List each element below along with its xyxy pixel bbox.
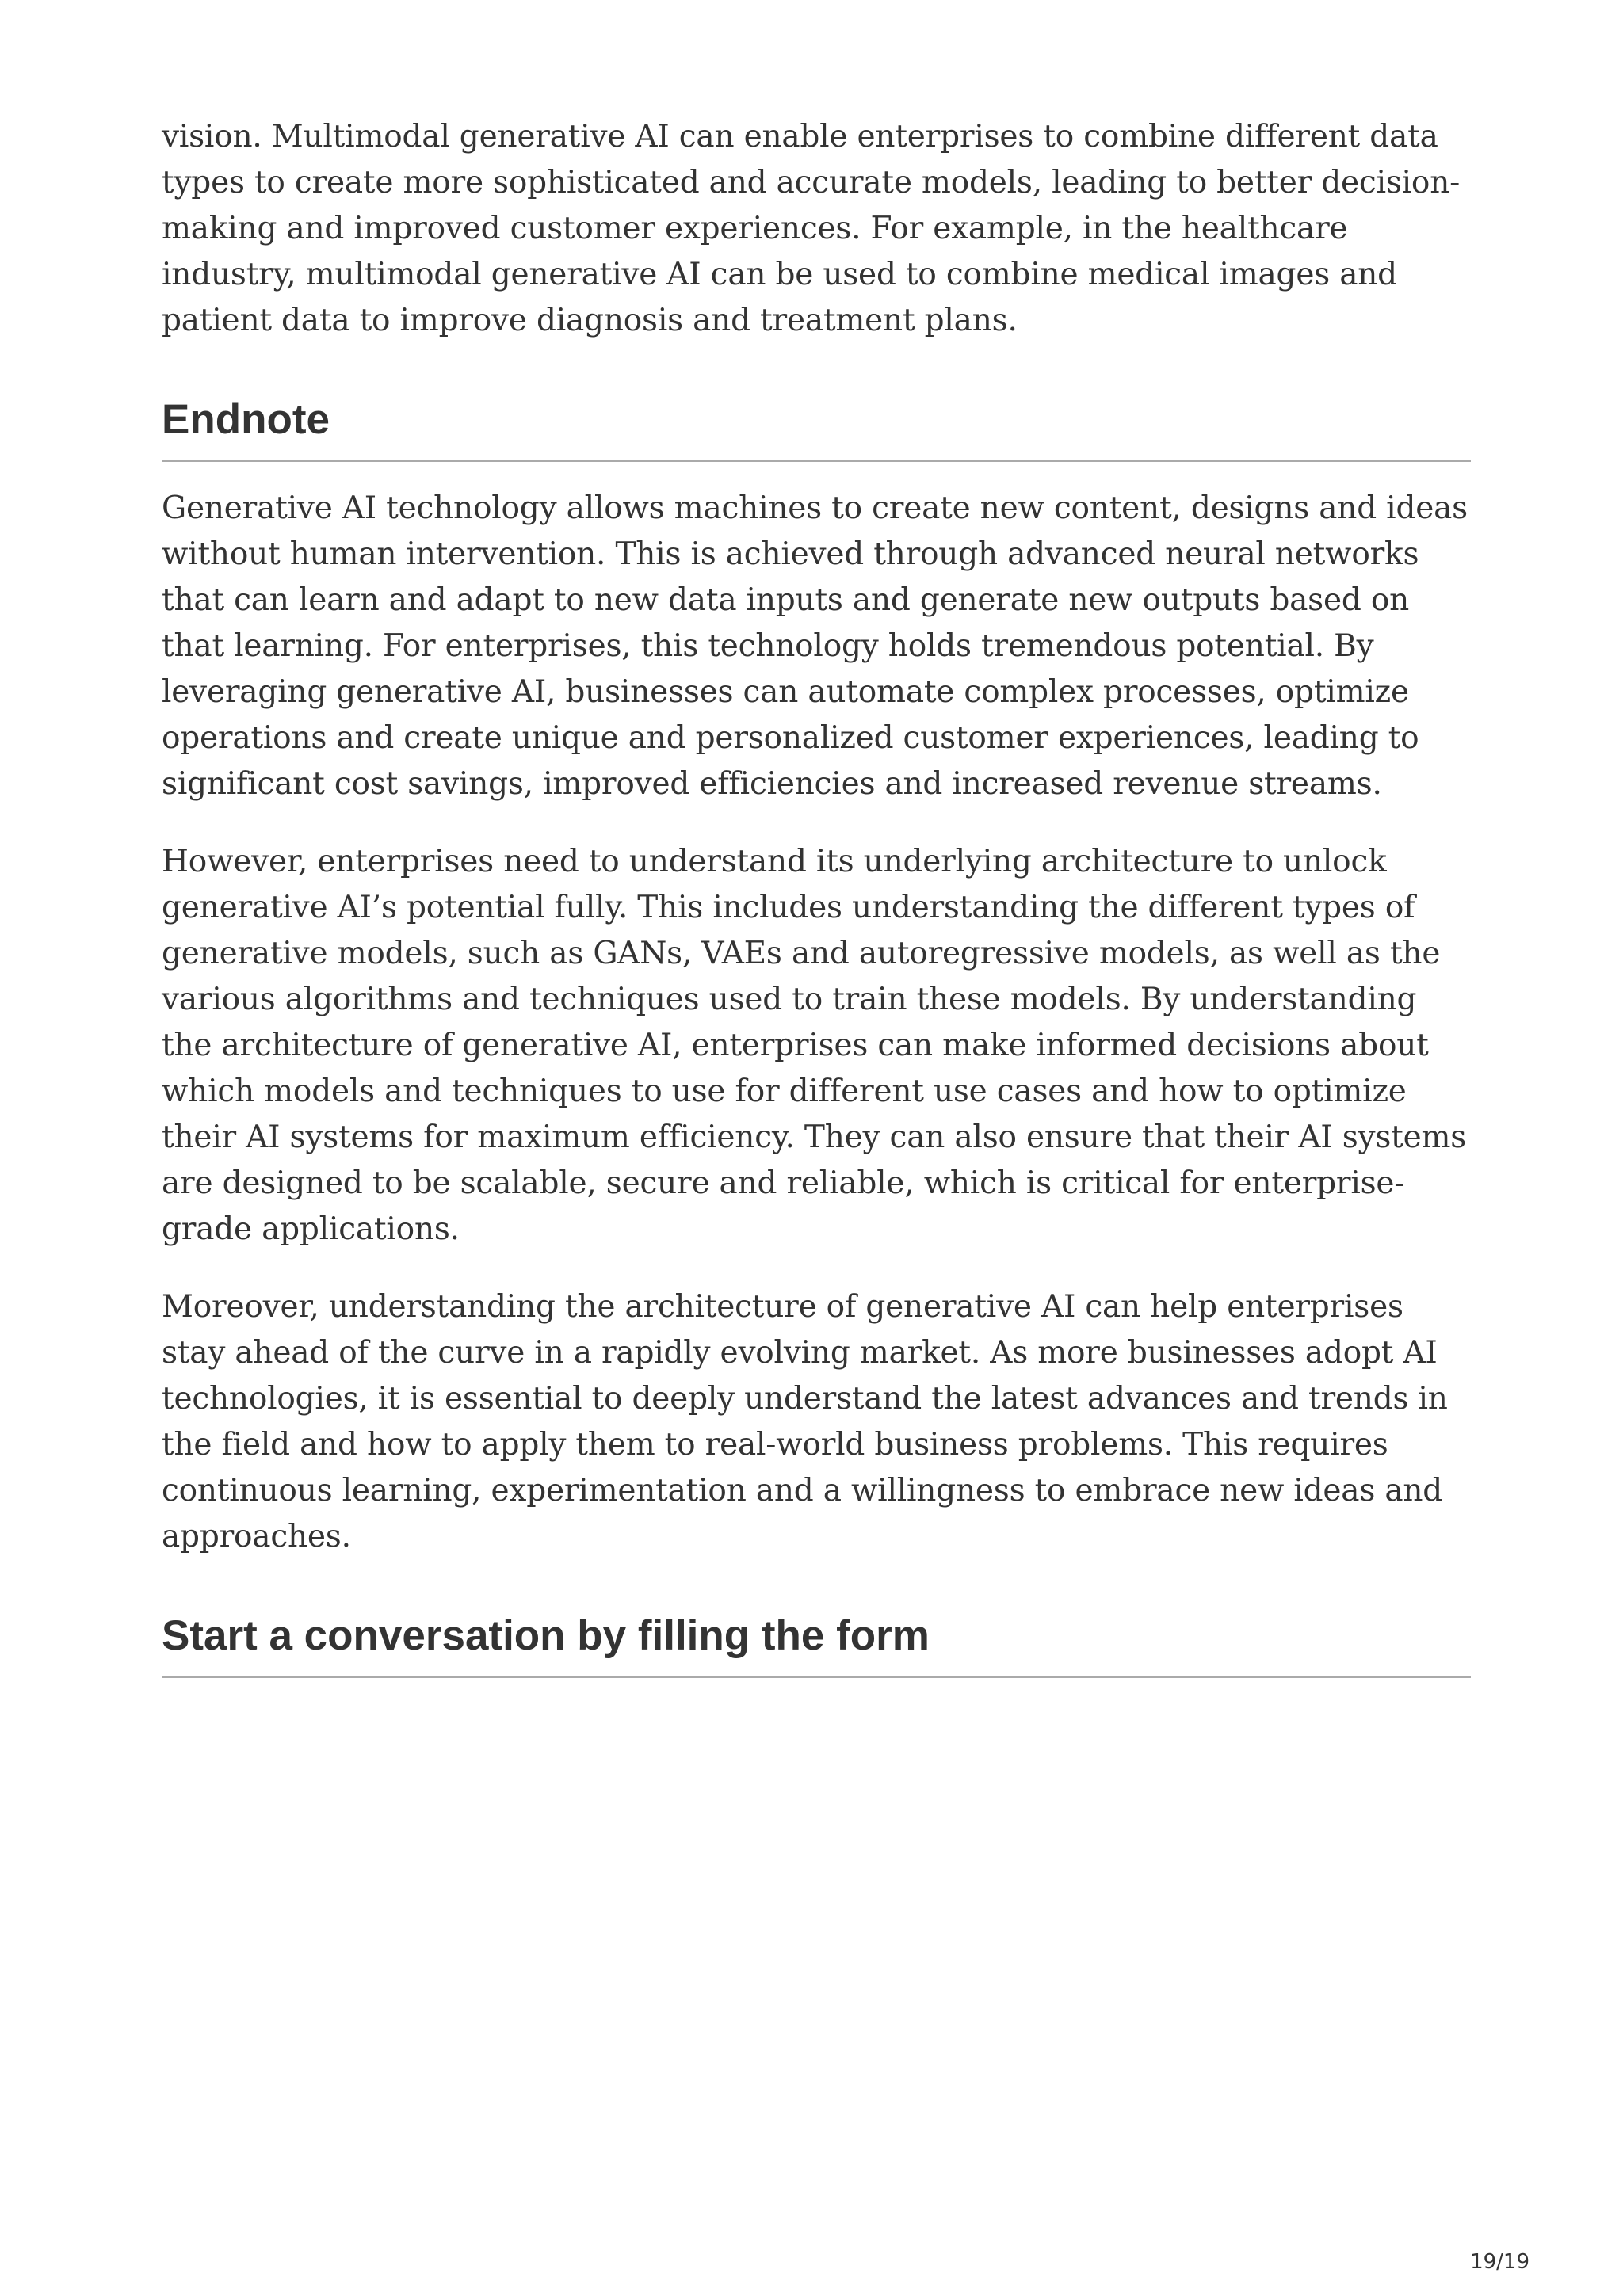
- endnote-heading: Endnote: [162, 396, 330, 443]
- intro-paragraph: vision. Multimodal generative AI can enable enterprises to combine different data types to create more sophisticated and accurate models, leading to better decision-making and improved customer experiences. For example, in the healthcare industry, multimodal generative AI can be used to combine medical images and patient data to improve diagnosis and treatment plans.: [162, 119, 1461, 338]
- endnote-paragraph-2: However, enterprises need to understand its underlying architecture to unlock generative AI’s potential fully. This includes understanding the different types of generative models, such as GANs, VAEs and autoregressive models, as well as the various algorithms and techniques used to train these models. By understanding the architecture of generative AI, enterprises can make informed decisions about which models and techniques to use for different use cases and how to optimize their AI systems for maximum efficiency. They can also ensure that their AI systems are designed to be scalable, secure and reliable, which is critical for enterprise-grade applications.: [162, 844, 1467, 1247]
- endnote-paragraph-1: Generative AI technology allows machines to create new content, designs and ideas without human intervention. This is achieved through advanced neural networks that can learn and adapt to new data inputs and generate new outputs based on that learning. For enterprises, this technology holds tremendous potential. By leveraging generative AI, businesses can automate complex processes, optimize operations and create unique and personalized customer experiences, leading to significant cost savings, improved efficiencies and increased revenue streams.: [162, 490, 1468, 802]
- endnote-paragraph-3: Moreover, understanding the architecture of generative AI can help enterprises stay ahead of the curve in a rapidly evolving market. As more businesses adopt AI technologies, it is essential to deeply understand the latest advances and trends in the field and how to apply them to real-world business problems. This requires continuous learning, experimentation and a willingness to embrace new ideas and approaches.: [162, 1289, 1448, 1554]
- form-section-heading: Start a conversation by filling the form: [162, 1612, 930, 1659]
- article-body: [162, 114, 1471, 1702]
- page-number: 19/19: [1470, 2250, 1529, 2274]
- endnote-divider: [162, 460, 1471, 462]
- form-section-divider: [162, 1676, 1471, 1678]
